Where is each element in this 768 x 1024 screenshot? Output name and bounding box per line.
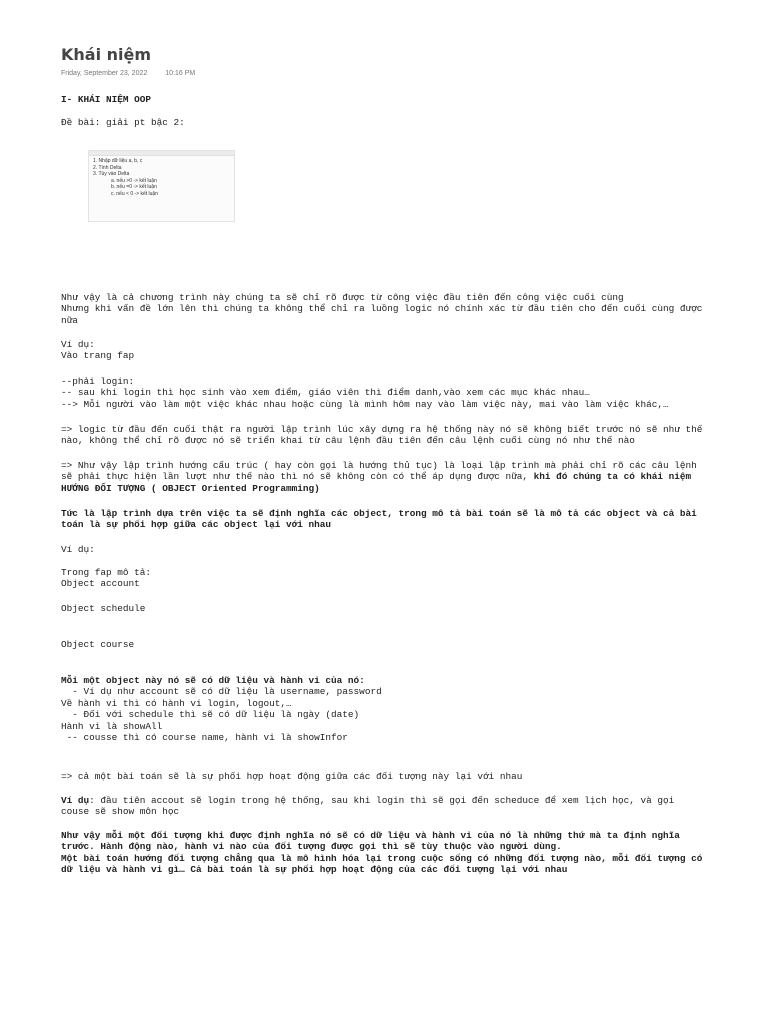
paragraph-summary: Như vậy mỗi một đối tượng khi được định nghĩa nó sẽ có dữ liệu và hành vi của nó là những thứ mà ta định nghĩa trước. Hành động nào, hành vi nào của đối tượng được gọi thì sẽ tùy thuộc vào người dùng. Một bài toán hướng đối tượng chẳng qua là mô hình hóa lại trong cuộc sống có những đối tượng nào, mỗi đối tượng có dữ liệu và hành vi gì… Cả bài toán là sự phối hợp hoạt động của các đối tượng lại với nhau: [61, 830, 703, 876]
list-item: b. nếu =0 -> kết luận: [111, 184, 157, 191]
embedded-screenshot: [88, 150, 235, 222]
paragraph-flow: [61, 795, 761, 818]
page-title: Khái niệm: [61, 45, 152, 64]
section-heading: I- KHÁI NIỆM OOP: [61, 94, 152, 105]
note-page: [61, 44, 761, 80]
paragraph-definition: Tức là lập trình dựa trên việc ta sẽ định nghĩa các object, trong mô tả bài toán sẽ là mô tả các object và cả bài toán là sự phối hợp giữa các object lại với nhau: [61, 508, 697, 531]
note-time: 10:16 PM: [165, 70, 196, 77]
problem-statement: Đề bài: giải pt bậc 2:: [61, 117, 185, 128]
paragraph-schedule: Object schedule: [61, 603, 146, 614]
paragraph-fap: Trong fap mô tả: Object account: [61, 567, 152, 590]
paragraph-course: Object course: [61, 639, 135, 650]
note-date: Friday, September 23, 2022: [61, 70, 148, 77]
paragraph-example: Ví dụ: Vào trang fap: [61, 339, 135, 362]
paragraph-example-2: Ví dụ:: [61, 544, 95, 555]
note-timestamp: [61, 70, 761, 80]
paragraph-flow-text: : đầu tiên accout sẽ login trong hệ thống, sau khi login thì sẽ gọi đến scheduce để xem lịch học, và gọi couse sẽ show môn học: [61, 795, 675, 818]
list-item: 2. Tính Delta: [93, 164, 122, 171]
list-item: c. nếu < 0 -> kết luận: [111, 190, 158, 197]
paragraph-structured-bold: khi đó chúng ta có khái niệm HƯỚNG ĐỐI TƯỢNG ( OBJECT Oriented Programming): [61, 471, 692, 494]
embedded-toolbar: [89, 151, 234, 156]
paragraph-objects-bold: Mỗi một object này nó sẽ có dữ liệu và hành vi của nó:: [61, 675, 365, 686]
paragraph-objects: [61, 675, 761, 743]
paragraph-logic: => logic từ đầu đến cuối thật ra người lập trình lúc xây dựng ra hệ thống này nó sẽ không biết trước nó sẽ như thế nào, không thể chỉ rõ được nó sẽ triển khai từ câu lệnh đầu tiên đến câu lệnh cuối cùng nó như thế nào: [61, 424, 703, 447]
paragraph-cooperation: => cả một bài toán sẽ là sự phối hợp hoạt động giữa các đối tượng này lại với nhau: [61, 771, 523, 782]
paragraph-login: --phải login: -- sau khi login thì học sinh vào xem điểm, giáo viên thì điểm danh,vào xem các mục khác nhau… --> Mỗi người vào làm một việc khác nhau hoặc cùng là mình hôm nay vào làm việc này, mai vào làm việc khác,…: [61, 376, 669, 410]
list-item: 3. Tùy vào Delta: [93, 171, 130, 178]
paragraph-structured-text: => Như vậy lập trình hướng cấu trúc ( hay còn gọi là hướng thủ tục) là loại lập trình mà phải chỉ rõ các câu lệnh sẽ phải thực hiện lần lượt như thế nào thì nó sẽ không còn có thể áp dụng được nữa,: [61, 460, 697, 483]
list-item: a. nếu >0 -> kết luận: [111, 177, 157, 184]
paragraph-flow-bold: Ví dụ: [61, 795, 90, 806]
paragraph-objects-text: - Ví dụ như account sẽ có dữ liệu là username, password Về hành vi thì có hành vi login, logout,… - Đối với schedule thì sẽ có dữ liệu là ngày (date) Hành vi là showAll -- cousse thì có course name, hành vi là showInfor: [61, 686, 382, 744]
list-item: 1. Nhập dữ liệu a, b, c: [93, 158, 143, 164]
paragraph-structured: [61, 460, 761, 494]
paragraph-1: Như vậy là cả chương trình này chúng ta sẽ chỉ rõ được từ công việc đầu tiên đến công việc cuối cùng Nhưng khi vấn đề lớn lên thì chúng ta không thể chỉ ra luồng logic nó chính xác từ đầu tiên cho đến cuối cùng được nữa: [61, 292, 703, 326]
embedded-steps-list: [89, 158, 234, 198]
